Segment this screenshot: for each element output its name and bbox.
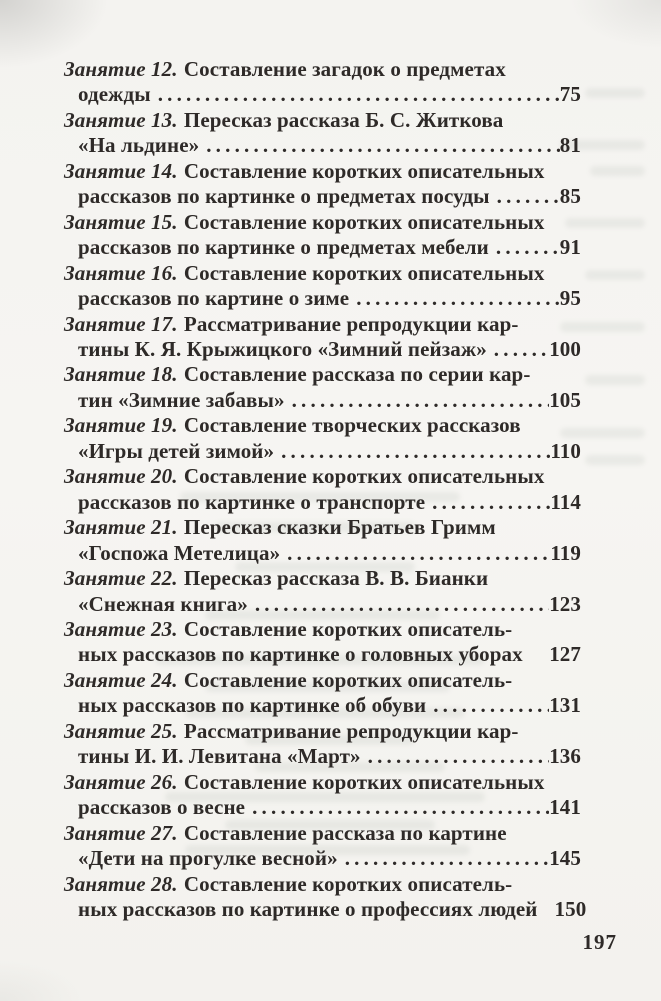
entry-title-line-1: Составление коротких описательных (183, 464, 545, 489)
toc-entry-line-2 (64, 286, 581, 311)
toc-entry (64, 108, 581, 159)
entry-title-line-1: Составление творческих рассказов (183, 413, 521, 438)
toc-entry-line-1 (64, 261, 581, 286)
toc-entry-line-1 (64, 413, 581, 438)
toc-entry-line-2 (64, 388, 581, 413)
toc-entry-line-1 (64, 719, 581, 744)
toc-entry-line-1 (64, 668, 581, 693)
lesson-label: Занятие 18. (64, 362, 178, 387)
entry-page-number: 141 (549, 795, 581, 820)
toc-entry-line-2 (64, 693, 581, 718)
entry-title-line-2: тин «Зимние забавы» (78, 387, 285, 412)
toc-entry (64, 464, 581, 515)
lesson-label: Занятие 28. (64, 871, 178, 896)
dot-leader (545, 897, 555, 922)
entry-title-line-2: «Госпожа Метелица» (78, 540, 281, 565)
entry-title-line-2: «На льдине» (78, 133, 200, 158)
toc-entry (64, 159, 581, 210)
toc-entry-line-2 (64, 795, 581, 820)
dot-leader (433, 693, 549, 718)
lesson-label: Занятие 24. (64, 667, 178, 692)
toc-entry-line-2 (64, 642, 581, 667)
lesson-label: Занятие 22. (64, 566, 178, 591)
entry-page-number: 85 (559, 184, 581, 209)
lesson-label: Занятие 19. (64, 413, 178, 438)
toc-entry-line-2 (64, 490, 581, 515)
entry-title-line-1: Составление рассказа по картине (183, 820, 507, 845)
entry-title-line-2: ных рассказов по картинке о головных уборах (78, 642, 523, 667)
entry-title-line-1: Рассматривание репродукции кар- (183, 311, 519, 336)
entry-title-line-1: Рассматривание репродукции кар- (183, 718, 519, 743)
entry-page-number: 75 (559, 82, 581, 107)
toc-entry-line-2 (64, 235, 581, 260)
entry-title-line-2: рассказов о весне (78, 795, 246, 820)
entry-page-number: 145 (549, 846, 581, 871)
entry-page-number: 136 (549, 744, 581, 769)
lesson-label: Занятие 20. (64, 464, 178, 489)
entry-title-line-2: «Игры детей зимой» (78, 438, 275, 463)
lesson-label: Занятие 21. (64, 515, 178, 540)
entry-title-line-2: «Дети на прогулке весной» (78, 846, 338, 871)
dot-leader (292, 388, 550, 413)
dot-leader (206, 133, 560, 158)
toc-entry (64, 566, 581, 617)
entry-page-number: 127 (549, 642, 581, 667)
toc-entry-line-1 (64, 57, 581, 82)
toc-entry-line-1 (64, 770, 581, 795)
dot-leader (432, 490, 550, 515)
toc-entry-line-2 (64, 337, 581, 362)
dot-leader (158, 82, 560, 107)
entry-page-number: 91 (559, 235, 581, 260)
entry-title-line-2: «Снежная книга» (78, 591, 248, 616)
toc-entry (64, 362, 581, 413)
bleedthrough-mark (585, 375, 645, 385)
toc-entry-line-1 (64, 362, 581, 387)
entry-title-line-2: одежды (78, 82, 151, 107)
entry-title-line-1: Составление коротких описательных (183, 209, 545, 234)
toc-entry (64, 821, 581, 872)
bleedthrough-mark (585, 455, 645, 465)
toc-entry-line-2 (64, 133, 581, 158)
toc-entry (64, 719, 581, 770)
toc-entry-line-1 (64, 108, 581, 133)
toc-entry-line-2 (64, 541, 581, 566)
lesson-label: Занятие 25. (64, 718, 178, 743)
entry-page-number: 81 (559, 133, 581, 158)
entry-page-number: 110 (550, 438, 581, 463)
toc-entry-line-1 (64, 872, 581, 897)
toc-entry-line-1 (64, 821, 581, 846)
entry-page-number: 119 (550, 540, 581, 565)
lesson-label: Занятие 23. (64, 616, 178, 641)
entry-page-number: 123 (549, 591, 581, 616)
lesson-label: Занятие 12. (64, 57, 178, 81)
bleedthrough-mark (585, 88, 645, 98)
bleedthrough-mark (590, 166, 645, 176)
toc-entry-line-2 (64, 896, 587, 922)
toc-entry (64, 871, 587, 923)
entry-page-number: 95 (559, 286, 581, 311)
dot-leader (497, 184, 560, 209)
lesson-label: Занятие 27. (64, 820, 178, 845)
lesson-label: Занятие 26. (64, 769, 178, 794)
table-of-contents (64, 57, 587, 922)
toc-entry-line-1 (64, 464, 581, 489)
toc-entry-line-2 (64, 744, 581, 769)
entry-title-line-1: Пересказ рассказа Б. С. Житкова (183, 107, 504, 132)
toc-entry-line-1 (64, 515, 581, 540)
page-number: 197 (582, 930, 617, 954)
toc-entry (64, 413, 581, 464)
entry-title-line-2: ных рассказов по картинке об обуви (78, 693, 427, 718)
toc-entry-line-1 (64, 312, 581, 337)
entry-title-line-1: Составление рассказа по серии кар- (183, 362, 531, 387)
lesson-label: Занятие 15. (64, 209, 178, 234)
entry-page-number: 105 (549, 387, 581, 412)
entry-title-line-1: Пересказ рассказа В. В. Бианки (183, 566, 489, 591)
entry-title-line-1: Составление коротких описатель- (183, 871, 513, 896)
entry-title-line-1: Составление коротких описательных (183, 158, 545, 183)
dot-leader (287, 541, 550, 566)
toc-entry (64, 57, 581, 108)
toc-entry-line-2 (64, 592, 581, 617)
dot-leader (255, 592, 549, 617)
entry-page-number: 150 (554, 896, 587, 921)
dot-leader (281, 439, 550, 464)
toc-entry-line-1 (64, 210, 581, 235)
entry-page-number: 131 (549, 693, 581, 718)
toc-entry (64, 261, 581, 312)
entry-title-line-2: рассказов по картинке о предметах мебели (78, 235, 489, 260)
entry-title-line-2: рассказов по картине о зиме (78, 286, 350, 311)
entry-page-number: 100 (549, 336, 581, 361)
toc-entry (64, 515, 581, 566)
toc-entry-line-2 (64, 439, 581, 464)
entry-title-line-2: ных рассказов по картинке о профессиях людей (78, 896, 538, 921)
toc-entry-line-2 (64, 82, 581, 107)
toc-entry (64, 617, 581, 668)
lesson-label: Занятие 13. (64, 107, 178, 132)
entry-title-line-1: Пересказ сказки Братьев Гримм (183, 515, 496, 540)
dot-leader (530, 642, 550, 667)
entry-title-line-1: Составление коротких описатель- (183, 616, 513, 641)
entry-title-line-1: Составление коротких описательных (183, 260, 545, 285)
toc-entry (64, 312, 581, 363)
lesson-label: Занятие 17. (64, 311, 178, 336)
toc-entry-line-2 (64, 184, 581, 209)
entry-title-line-2: тины И. И. Левитана «Март» (78, 744, 361, 769)
dot-leader (494, 337, 549, 362)
entry-title-line-1: Составление загадок о предметах (183, 57, 506, 81)
entry-title-line-2: тины К. Я. Крыжицкого «Зимний пейзаж» (78, 336, 487, 361)
entry-title-line-1: Составление коротких описатель- (183, 667, 513, 692)
toc-entry (64, 668, 581, 719)
dot-leader (345, 846, 549, 871)
dot-leader (496, 235, 560, 260)
dot-leader (368, 744, 550, 769)
toc-entry (64, 210, 581, 261)
toc-entry-line-2 (64, 846, 581, 871)
entry-title-line-2: рассказов по картинке о транспорте (78, 489, 426, 514)
toc-entry-line-1 (64, 159, 581, 184)
dot-leader (356, 286, 560, 311)
bleedthrough-mark (585, 270, 645, 280)
entry-title-line-2: рассказов по картинке о предметах посуды (78, 184, 490, 209)
toc-entry-line-1 (64, 566, 581, 591)
entry-title-line-1: Составление коротких описательных (183, 769, 545, 794)
dot-leader (252, 795, 549, 820)
lesson-label: Занятие 16. (64, 260, 178, 285)
toc-entry (64, 770, 581, 821)
lesson-label: Занятие 14. (64, 158, 178, 183)
entry-page-number: 114 (550, 489, 581, 514)
toc-entry-line-1 (64, 617, 581, 642)
